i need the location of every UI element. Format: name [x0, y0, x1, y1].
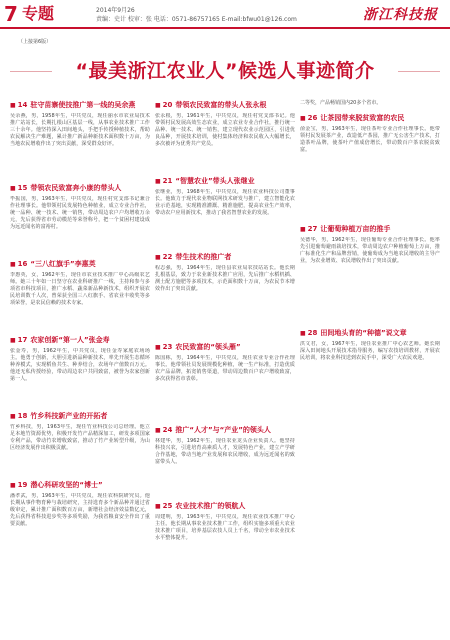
article-number: 17 [17, 336, 28, 344]
masthead-rule [0, 27, 450, 29]
article-number: 25 [162, 502, 173, 510]
article-number: 20 [162, 101, 173, 109]
article-number: 23 [162, 343, 173, 351]
article-number: 21 [162, 177, 173, 185]
headline-band [0, 56, 450, 86]
bullet-icon: ■ [300, 330, 306, 337]
masthead [0, 0, 450, 30]
article-15 [10, 183, 150, 252]
article-title: 让茶园带来脱贫致富的农民 [320, 114, 405, 122]
article-23 [155, 342, 295, 418]
bullet-icon: ■ [155, 178, 161, 185]
article-title: 农业技术推广的领航人 [175, 502, 246, 510]
page-headline: “最美浙江农业人”候选人事迹简介 [75, 60, 375, 82]
article-body: 张金寿，男，1962年生，中共党员，现任金寿家庭农场场主。他勇于创新，大胆引进新品种新技术，率先开展生态循环种养模式，实现稻鱼共生、种养结合，农场年产值数百万元。他还无私传授经验，带动周边农户共同致富，被誉为农家创新第一人。 [10, 348, 150, 382]
bullet-icon: ■ [155, 427, 161, 434]
article-22 [155, 252, 295, 335]
article-body: 张继业，男，1968年生，中共党员，现任农业科技公司董事长。他致力于现代农业物联网技术研发与推广，建立智能化农业示范基地，实现精准灌溉、精准施肥，提高农业生产效率，带动农户应用新技术，推动了我省智慧农业的发展。 [155, 189, 295, 216]
bullet-icon: ■ [155, 254, 161, 261]
article-25 [155, 501, 295, 584]
column-3 [300, 100, 440, 446]
column-1 [10, 100, 150, 584]
bullet-icon: ■ [155, 503, 161, 510]
bullet-icon: ■ [10, 413, 16, 420]
article-number: 15 [17, 184, 28, 192]
article-title: 带领农民致富奔小康的带头人 [30, 184, 122, 192]
article-24 [155, 425, 295, 494]
article-title: 竹乡科技新产业的开拓者 [30, 412, 108, 420]
article-title: “智慧农业”带头人张继业 [175, 177, 255, 185]
article-title: 推广“人才”与“产业”的领头人 [175, 426, 271, 434]
newspaper-logo: 浙江科技报 [363, 7, 438, 23]
article-body: 俞金宝，男，1963年生，现任茶叶专业合作社理事长。他带领村民发展茶产业，改造低产茶园，推广无公害生产技术，打造茶叶品牌，使茶叶产值成倍增长，带动数百户茶农脱贫致富。 [300, 126, 440, 153]
bullet-icon: ■ [300, 226, 306, 233]
article-body: 竹乡科技，男，1963年生，现任竹业科技公司总经理。他立足本地竹资源优势，积极开发竹产品精深加工，研发多项国家专利产品，带动竹农增收致富，推动了竹产业转型升级，为山区经济发展作出积极贡献。 [10, 424, 150, 451]
article-20 [155, 100, 295, 169]
article-body: 潘孝武，男，1963年生，中共党员，现任农科院研究员。他长期从事作物育种与栽培研究，主持选育多个新品种并通过省级审定，累计推广面积数百万亩，新增社会经济效益数亿元，先后获得省科技进步奖等多项奖励，为我省粮食安全作出了重要贡献。 [10, 493, 150, 527]
article-21 [155, 176, 295, 245]
article-body: 吴余燕，男，1958年生，中共党员，现任丽水市农业局技术推广站站长，长期扎根山区基层一线，从事农业技术推广工作三十余年。他坚持深入田间地头，手把手传授种植技术，帮助农民解决生产难题，累计推广新品种新技术面积数十万亩，为当地农民增收作出了突出贡献，深受群众好评。 [10, 113, 150, 147]
continued-text: 二等奖，产品畅销国内20多个省市。 [300, 100, 382, 106]
article-title: 驻守苗寨使技推广第一线的吴余燕 [30, 101, 136, 109]
article-number: 14 [17, 101, 28, 109]
bullet-icon: ■ [10, 102, 16, 109]
article-title: 让葡萄种植万亩的推手 [320, 225, 391, 233]
article-title: 潜心科研攻坚的“博士” [30, 481, 103, 489]
article-19 [10, 480, 150, 577]
article-body: 吴德华，男，1962年生，现任葡萄专业合作社理事长。他率先引进葡萄避雨栽培技术，带动周边农户种植葡萄上万亩，推广标准化生产和品牌营销，使葡萄成为当地农民增收的主导产业，为农业增效、农民增收作出了突出贡献。 [300, 237, 440, 264]
article-body: 张永根，男，1961年生，中共党员，现任村党支部书记。他带领村民发展高效生态农业，成立农业专业合作社，推行统一品种、统一技术、统一销售，建立现代农业示范园区，引进优良品种，开展技术培训，使村集体经济和农民收入大幅增长，多次被评为优秀共产党员。 [155, 113, 295, 147]
section-title: 专题 [22, 4, 55, 23]
article-18 [10, 411, 150, 473]
article-body: 周建明，男，1963年生，中共党员，现任农业技术推广中心主任。他长期从事农业技术推广工作，组织实施多项重大农业技术推广项目，培养基层农技人员上千名，带动全市农业技术水平整体提升。 [155, 514, 295, 541]
article-body: 洪文君，女，1967年生，现任农业推广中心农艺师。她长期深入田间地头开展技术指导服务，编写农技培训教材，开展农民培训，将农业科技送到农民手中，深受广大农民欢迎。 [300, 341, 440, 361]
article-14 [10, 100, 150, 176]
bullet-icon: ■ [300, 115, 306, 122]
bullet-icon: ■ [10, 185, 16, 192]
bullet-icon: ■ [10, 337, 16, 344]
headline-rule-left [10, 71, 52, 72]
column-2 [155, 100, 295, 591]
article-body: 毕振国，男，1963年生，中共党员，现任村党支部书记兼合作社理事长。他带领村民发展特色种植业，成立专业合作社，统一品种、统一技术、统一销售，带动周边农户户均增收万余元，先后获得省市劳动模范等荣誉称号，把一个贫困村建设成为远近闻名的富裕村。 [10, 196, 150, 230]
article-number: 19 [17, 481, 28, 489]
article-body: 陈国栋，男，1964年生，中共党员，现任农业专业合作社理事长。他带领社员发展规模化种植，统一生产标准，打造优质农产品品牌，拓宽销售渠道，带动周边数百户农户增收致富，多次获得省市表彰。 [155, 355, 295, 382]
article-number: 16 [17, 260, 28, 268]
editor-contact: 责编：史计 校审：张 电话：0571-86757165 E-mail:bfwu01@126.com [96, 16, 297, 23]
article-title: 农家创新“第一人”张金寿 [30, 336, 110, 344]
bullet-icon: ■ [155, 344, 161, 351]
headline-rule-right [398, 71, 440, 72]
article-16 [10, 259, 150, 328]
article-26 [300, 113, 440, 217]
article-title: 农民致富的“领头雁” [175, 343, 241, 351]
article-number: 26 [307, 114, 318, 122]
article-17 [10, 335, 150, 404]
article-number: 24 [162, 426, 173, 434]
article-number: 18 [17, 412, 28, 420]
article-number: 22 [162, 253, 173, 261]
bullet-icon: ■ [10, 482, 16, 489]
article-title: 带领农民致富的带头人张永根 [175, 101, 267, 109]
article-number: 27 [307, 225, 318, 233]
bullet-icon: ■ [10, 261, 16, 268]
issue-date: 2014年9月26 [96, 7, 135, 14]
article-28 [300, 328, 440, 439]
article-number: 28 [307, 329, 318, 337]
continued-note: （上接第6版） [18, 39, 52, 45]
bullet-icon: ■ [155, 102, 161, 109]
article-body: 林建华，男，1962年生，现任农业龙头企业负责人。他坚持科技兴农，引进培育高素质人才，发展特色产业，建立产学研合作基地，带动当地产业发展和农民增收，成为远近闻名的致富带头人。 [155, 438, 295, 465]
article-body: 程志强，男，1964年生，现任县农业局农技站站长。他长期扎根基层，致力于农业新技术推广应用，先后推广水稻机插、测土配方施肥等多项技术，示范面积数十万亩，为农民节本增效作出了突出贡献。 [155, 265, 295, 292]
article-body: 李惠英，女，1962年生，现任市农业技术推广中心高级农艺师。她三十年如一日坚守在农业科研推广一线，主持和参与多项省市科技项目，推广水稻、蔬菜新品种新技术，组织开展农民培训数千人次，曾荣获全国三八红旗手、省农业丰收奖等多项荣誉，是农民信赖的技术专家。 [10, 272, 150, 306]
page-number: 7 [4, 2, 18, 26]
article-title: 田间地头育的“种德”说文章 [320, 329, 407, 337]
article-title: “三八红旗手”李惠英 [30, 260, 96, 268]
article-title: 带生技术的推广者 [175, 253, 232, 261]
article-27 [300, 224, 440, 321]
